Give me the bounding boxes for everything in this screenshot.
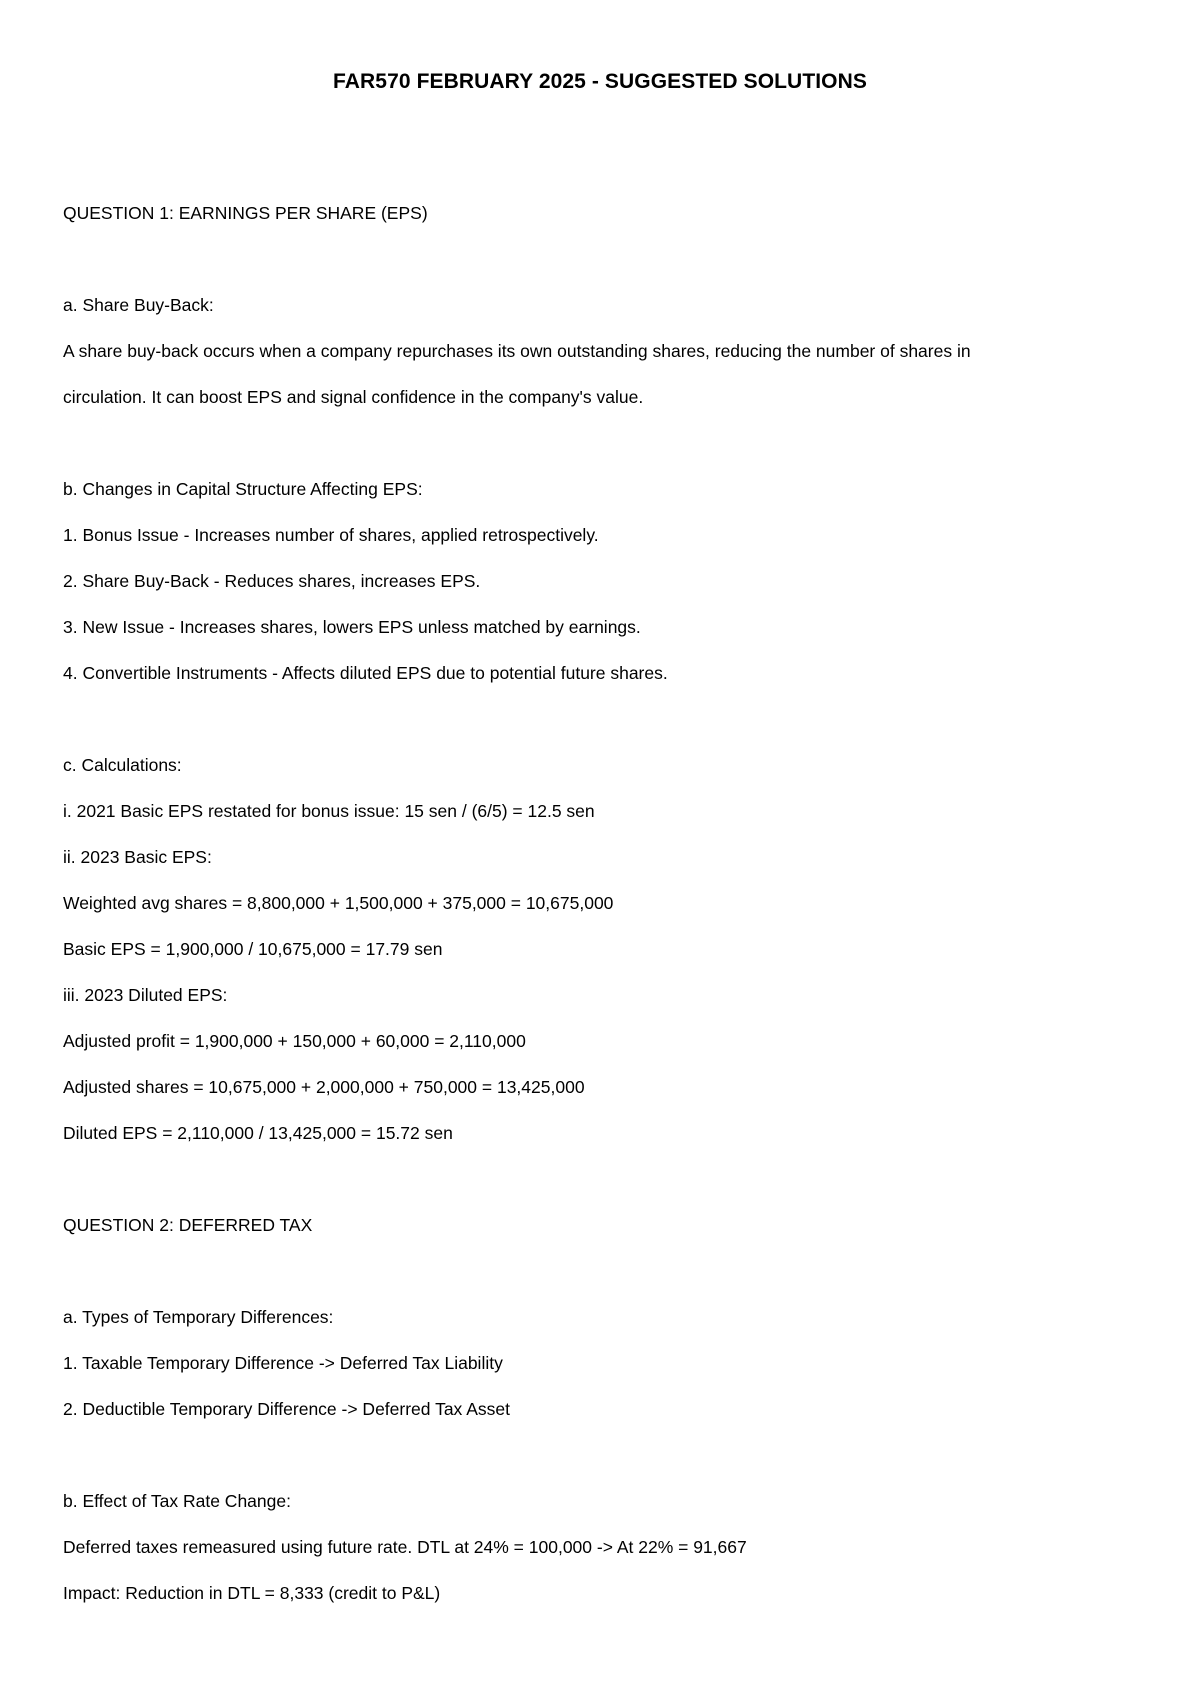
q1-part-c-calc-line: Weighted avg shares = 8,800,000 + 1,500,000 + 375,000 = 10,675,000 xyxy=(63,893,614,913)
q1-part-c-calc-line: Diluted EPS = 2,110,000 / 13,425,000 = 15.72 sen xyxy=(63,1123,453,1143)
question-2-heading: QUESTION 2: DEFERRED TAX xyxy=(63,1215,313,1235)
q2-part-b-heading: b. Effect of Tax Rate Change: xyxy=(63,1491,291,1511)
q1-part-c-heading: c. Calculations: xyxy=(63,755,182,775)
q1-part-c-calc-line: iii. 2023 Diluted EPS: xyxy=(63,985,228,1005)
q1-part-c-calc-line: Adjusted shares = 10,675,000 + 2,000,000 + 750,000 = 13,425,000 xyxy=(63,1077,585,1097)
q1-part-c-calc-line: Adjusted profit = 1,900,000 + 150,000 + 60,000 = 2,110,000 xyxy=(63,1031,526,1051)
q1-part-b-list-item: 1. Bonus Issue - Increases number of shares, applied retrospectively. xyxy=(63,525,599,545)
q1-part-b-list-item: 2. Share Buy-Back - Reduces shares, increases EPS. xyxy=(63,571,481,591)
q1-part-c-calc-line: ii. 2023 Basic EPS: xyxy=(63,847,212,867)
q2-part-a-heading: a. Types of Temporary Differences: xyxy=(63,1307,334,1327)
q1-part-a-heading: a. Share Buy-Back: xyxy=(63,295,214,315)
q1-part-b-list-item: 4. Convertible Instruments - Affects diluted EPS due to potential future shares. xyxy=(63,663,668,683)
q1-part-b-heading: b. Changes in Capital Structure Affecting EPS: xyxy=(63,479,423,499)
q1-part-a-text-line: circulation. It can boost EPS and signal confidence in the company's value. xyxy=(63,387,644,407)
q2-part-a-list-item: 2. Deductible Temporary Difference -> Deferred Tax Asset xyxy=(63,1399,510,1419)
q1-part-c-calc-line: Basic EPS = 1,900,000 / 10,675,000 = 17.79 sen xyxy=(63,939,443,959)
q1-part-b-list-item: 3. New Issue - Increases shares, lowers EPS unless matched by earnings. xyxy=(63,617,641,637)
q2-part-a-list-item: 1. Taxable Temporary Difference -> Deferred Tax Liability xyxy=(63,1353,503,1373)
document-title: FAR570 FEBRUARY 2025 - SUGGESTED SOLUTIONS xyxy=(333,70,867,93)
question-1-heading: QUESTION 1: EARNINGS PER SHARE (EPS) xyxy=(63,203,428,223)
q1-part-c-calc-line: i. 2021 Basic EPS restated for bonus issue: 15 sen / (6/5) = 12.5 sen xyxy=(63,801,595,821)
q2-part-b-text-line: Impact: Reduction in DTL = 8,333 (credit to P&L) xyxy=(63,1583,441,1603)
q2-part-b-text-line: Deferred taxes remeasured using future rate. DTL at 24% = 100,000 -> At 22% = 91,667 xyxy=(63,1537,747,1557)
q1-part-a-text-line: A share buy-back occurs when a company repurchases its own outstanding shares, reducing the number of shares in xyxy=(63,341,971,361)
